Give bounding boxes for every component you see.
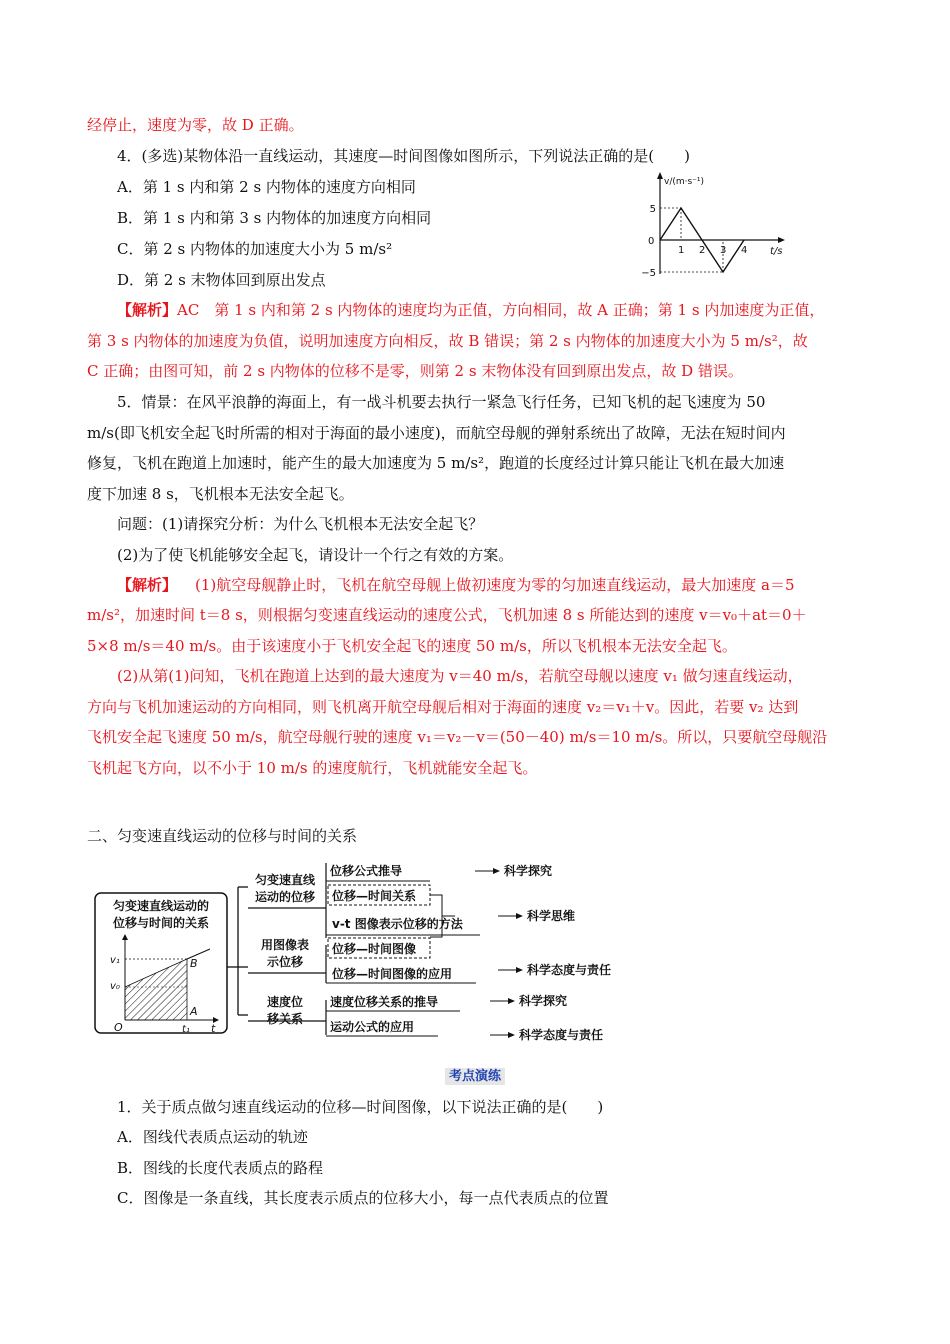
ex-q1-option-a: A．图线代表质点运动的轨迹 (117, 1128, 308, 1146)
concept-map (90, 855, 650, 1050)
q5-analysis-line-6: 飞机安全起飞速度 50 m/s，航空母舰行驶的速度 v₁＝v₂－v＝(50－40) m/s＝10 m/s。所以，只要航空母舰沿 (87, 728, 828, 746)
q5-analysis-line-7: 飞机起飞方向，以不小于 10 m/s 的速度航行，飞机就能安全起飞。 (87, 759, 538, 777)
y-axis-arrow (657, 172, 663, 179)
outcome-3: 科学态度与责任 (527, 963, 612, 977)
q4-vt-chart (636, 168, 796, 286)
mini-graph-v0: v₀ (110, 981, 120, 992)
x-axis-arrow (778, 237, 785, 243)
q5-analysis-line-3: 5×8 m/s＝40 m/s。由于该速度小于飞机安全起飞的速度 50 m/s，所以飞机根本无法安全起飞。 (87, 637, 737, 655)
x-tick-label-1: 1 (678, 245, 685, 256)
q4-stem: 4．(多选)某物体沿一直线运动，其速度—时间图像如图所示，下列说法正确的是( ) (117, 147, 690, 165)
item-formula-derivation: 位移公式推导 (330, 864, 403, 878)
section-title: 二、匀变速直线运动的位移与时间的关系 (87, 827, 358, 845)
q5-text-1: 5．情景：在风平浪静的海面上，有一战斗机要去执行一紧急飞行任务，已知飞机的起飞速度为 50 (117, 393, 766, 411)
exercise-title-text: 考点演练 (445, 1068, 505, 1085)
q5-text-4: 度下加速 8 s，飞机根本无法安全起飞。 (87, 485, 354, 503)
q5-text-2: m/s(即飞机安全起飞时所需的相对于海面的最小速度)，而航空母舰的弹射系统出了故障，无法在短时间内 (87, 424, 786, 442)
item-formula-application: 运动公式的应用 (330, 1020, 415, 1034)
q4-option-b: B．第 1 s 内和第 3 s 内物体的加速度方向相同 (117, 209, 432, 227)
item-xt-application: 位移—时间图像的应用 (332, 967, 453, 981)
mini-graph-origin: O (114, 1021, 123, 1034)
q4-option-c: C．第 2 s 内物体的加速度大小为 5 m/s² (117, 240, 393, 258)
exercise-title (0, 1067, 950, 1087)
outcome-1: 科学探究 (504, 864, 553, 878)
mini-graph-a: A (190, 1005, 198, 1018)
outcome-4: 科学探究 (519, 994, 568, 1008)
item-velocity-displacement: 速度位移关系的推导 (330, 995, 439, 1009)
mini-graph-v1: v₁ (110, 955, 120, 966)
q4-analysis-line-2: 第 3 s 内物体的加速度为负值，说明加速度方向相反，故 B 错误；第 2 s 内物体的加速度大小为 5 m/s²，故 (87, 332, 808, 350)
group-3-line-1: 速度位 (266, 995, 304, 1009)
origin-label: 0 (648, 236, 655, 247)
q5-analysis-line-2: m/s²，加速时间 t＝8 s，则根据匀变速直线运动的速度公式，飞机加速 8 s 所能达到的速度 v＝v₀＋at＝0＋ (87, 606, 807, 624)
x-tick-label-3: 3 (720, 245, 727, 256)
q4-option-a: A．第 1 s 内和第 2 s 内物体的速度方向相同 (117, 178, 416, 196)
y-tick-label-0: 5 (649, 204, 656, 215)
q5-question-2: (2)为了使飞机能够安全起飞，请设计一个行之有效的方案。 (117, 546, 514, 564)
q5-analysis-line-4: (2)从第(1)问知，飞机在跑道上达到的最大速度为 v＝40 m/s，若航空母舰以速度 v₁ 做匀速直线运动， (117, 667, 803, 685)
mini-graph-t1: t₁ (182, 1024, 190, 1035)
q5-text-3: 修复，飞机在跑道上加速时，能产生的最大加速度为 5 m/s²，跑道的长度经过计算只能让飞机在最大加速 (87, 454, 785, 472)
q5-question-1: 问题：(1)请探究分析：为什么飞机根本无法安全起飞？ (117, 515, 484, 533)
x-tick-label-4: 4 (741, 245, 748, 256)
continuation-text: 经停止，速度为零，故 D 正确。 (87, 116, 304, 134)
q5-analysis-line-5: 方向与飞机加速运动的方向相同，则飞机离开航空母舰后相对于海面的速度 v₂＝v₁＋v。因此，若要 v₂ 达到 (87, 698, 799, 716)
item-displacement-time: 位移—时间关系 (332, 889, 417, 903)
q4-analysis-text-1: AC 第 1 s 内和第 2 s 内物体的速度均为正值，方向相同，故 A 正确；第 1 s 内加速度为正值， (177, 301, 825, 319)
q4-analysis-line-1 (117, 300, 824, 320)
x-axis-label: t/s (770, 246, 783, 257)
item-xt-graph: 位移—时间图像 (332, 942, 417, 956)
q4-analysis-tag: 【解析】 (117, 301, 178, 319)
y-tick-label-1: −5 (641, 268, 656, 279)
ex-q1-option-c: C．图像是一条直线，其长度表示质点的位移大小，每一点代表质点的位置 (117, 1189, 609, 1207)
q4-analysis-line-3: C 正确；由图可知，前 2 s 内物体的位移不是零，则第 2 s 末物体没有回到原出发点，故 D 错误。 (87, 362, 743, 380)
outcome-2: 科学思维 (527, 909, 576, 923)
y-axis-label: v/(m·s⁻¹) (664, 177, 705, 187)
group-2-line-2: 示位移 (266, 955, 304, 969)
group-2-line-1: 用图像表 (260, 938, 310, 952)
ex-q1-stem: 1．关于质点做匀速直线运动的位移—时间图像，以下说法正确的是( ) (117, 1098, 604, 1116)
group-1-line-1: 匀变速直线 (254, 873, 316, 887)
item-vt-area: v-t 图像表示位移的方法 (332, 917, 463, 931)
q4-option-d: D．第 2 s 末物体回到原出发点 (117, 271, 326, 289)
group-1-line-2: 运动的位移 (254, 890, 316, 904)
mini-graph-b: B (190, 957, 198, 970)
x-tick-label-2: 2 (699, 245, 706, 256)
ex-q1-option-b: B．图线的长度代表质点的路程 (117, 1159, 324, 1177)
q5-analysis-tag: 【解析】 (117, 576, 178, 594)
group-3-line-2: 移关系 (266, 1012, 304, 1026)
mini-graph-t: t (211, 1022, 216, 1035)
outcome-5: 科学态度与责任 (519, 1028, 604, 1042)
q5-analysis-text-1: (1)航空母舰静止时，飞机在航空母舰上做初速度为零的匀加速直线运动，最大加速度 a＝5 (195, 576, 795, 594)
q5-analysis-line-1 (117, 575, 795, 595)
root-title-2: 位移与时间的关系 (112, 916, 210, 930)
root-title-1: 匀变速直线运动的 (112, 899, 210, 913)
